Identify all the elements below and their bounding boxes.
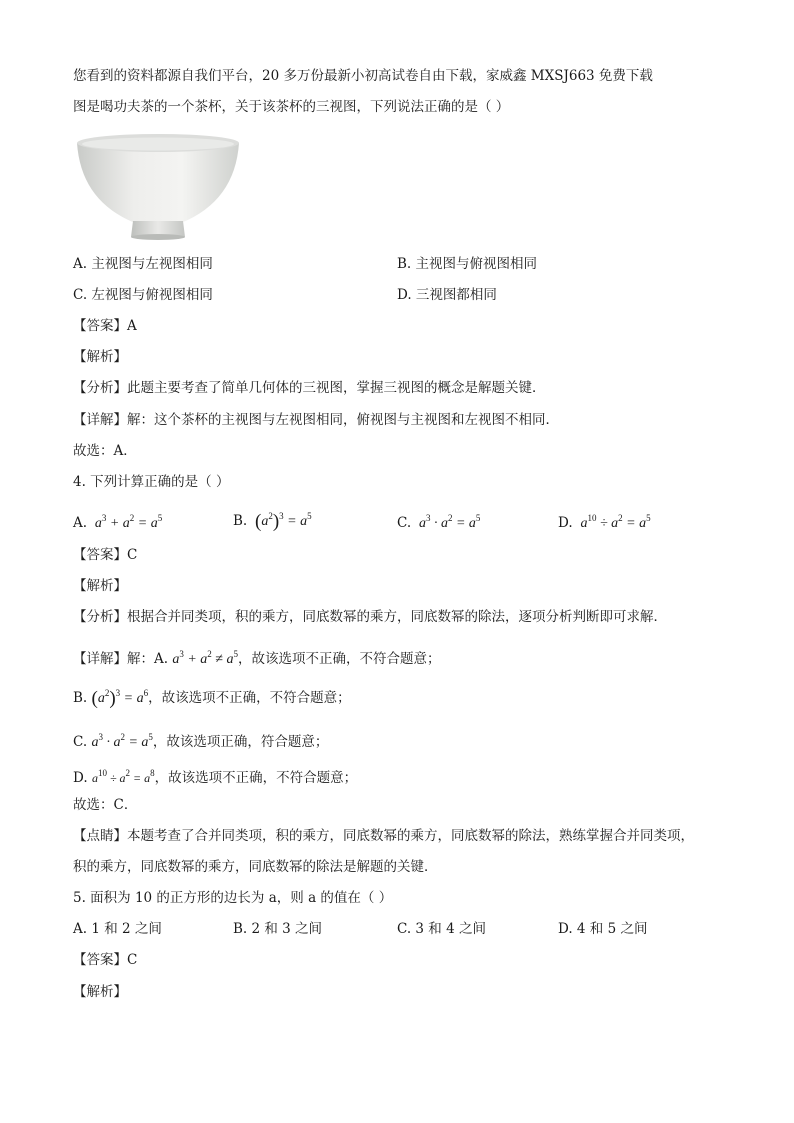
q3-stem: 图是喝功夫茶的一个茶杯，关于该茶杯的三视图，下列说法正确的是（ ）	[73, 99, 510, 115]
q5-option-a: A. 1 和 2 之间	[73, 921, 162, 937]
q4-fenxi	[73, 607, 667, 627]
formula: $(a^2)^3 = a^5$	[255, 511, 312, 532]
label-b: B.	[73, 690, 92, 706]
reason-c: ，故该选项正确，符合题意；	[152, 734, 329, 750]
reason-a: ，故该选项不正确，不符合题意；	[237, 651, 441, 667]
reason-d: ，故该选项不正确，不符合题意；	[154, 770, 358, 786]
formula: $a^{10} \div a^2 = a^5$	[576, 513, 651, 531]
q3-analysis-tag	[73, 347, 127, 367]
q3-xiangjie	[73, 410, 559, 430]
label-d: D.	[73, 770, 92, 786]
q4-xiangjie-d	[73, 763, 357, 788]
option-label: B.	[233, 513, 248, 529]
source-banner: 您看到的资料都源自我们平台，20 多万份最新小初高试卷自由下载，家威鑫 MXSJ663 免费下载	[73, 68, 653, 84]
formula: $a^{10} \div a^2 = a^8$	[91, 768, 155, 785]
formula: $a^3 + a^2 \ne a^5$	[172, 649, 238, 667]
q4-dianjing-2: 积的乘方，同底数幂的乘方，同底数幂的除法是解题的关键．	[73, 859, 438, 875]
q3-conclusion: 故选：A．	[73, 443, 137, 459]
q4-analysis-tag	[73, 576, 127, 596]
dianjing-text: 本题考查了合并同类项，积的乘方，同底数幂的乘方，同底数幂的除法，熟练掌握合并同类项，	[127, 828, 694, 844]
fenxi-text: 根据合并同类项，积的乘方，同底数幂的乘方，同底数幂的除法，逐项分析判断即可求解．	[127, 609, 667, 625]
q5-stem: 5. 面积为 10 的正方形的边长为 a，则 a 的值在（ ）	[73, 890, 393, 906]
fenxi-tag: 【分析】	[73, 609, 127, 625]
fenxi-tag: 【分析】	[73, 380, 127, 396]
tea-cup-image	[73, 131, 243, 246]
q5-option-c: C. 3 和 4 之间	[397, 921, 486, 937]
q3-option-c: C. 左视图与俯视图相同	[73, 287, 213, 303]
xiangjie-tag: 【详解】	[73, 412, 127, 428]
q4-xiangjie-b	[73, 683, 351, 709]
q4-option-a	[73, 508, 162, 534]
formula: $(a^2)^3 = a^6$	[91, 688, 149, 709]
q4-dianjing-1	[73, 826, 694, 846]
q5-option-d: D. 4 和 5 之间	[558, 921, 648, 937]
answer-value: C	[127, 952, 138, 968]
q5-answer	[73, 950, 137, 970]
xiangjie-tag: 【详解】	[73, 651, 127, 667]
q4-xiangjie-a	[73, 644, 440, 670]
formula: $a^3 \cdot a^2 = a^5$	[91, 732, 153, 750]
option-label: C.	[397, 515, 412, 531]
reason-b: ，故该选项不正确，不符合题意；	[148, 690, 351, 706]
q3-answer	[73, 316, 137, 336]
option-label: A.	[73, 515, 88, 531]
formula: $a^3 \cdot a^2 = a^5$	[415, 513, 481, 531]
option-label: D.	[558, 515, 573, 531]
q5-analysis-tag	[73, 982, 127, 1002]
q3-option-d: D. 三视图都相同	[397, 287, 497, 303]
xiangjie-prefix: 解：A.	[127, 651, 173, 667]
q4-conclusion: 故选：C．	[73, 797, 138, 813]
analysis-tag: 【解析】	[73, 349, 127, 365]
answer-tag: 【答案】	[73, 547, 127, 563]
answer-tag: 【答案】	[73, 318, 127, 334]
formula: $a^3 + a^2 = a^5$	[91, 513, 163, 531]
q4-option-b	[233, 506, 312, 532]
q4-option-c	[397, 508, 480, 534]
q5-option-b: B. 2 和 3 之间	[233, 921, 323, 937]
q3-option-b: B. 主视图与俯视图相同	[397, 256, 538, 272]
q4-option-d	[558, 508, 651, 534]
xiangjie-text: 解：这个茶杯的主视图与左视图相同，俯视图与主视图和左视图不相同．	[127, 412, 559, 428]
analysis-tag: 【解析】	[73, 984, 127, 1000]
q3-fenxi	[73, 378, 546, 398]
q4-xiangjie-c	[73, 727, 328, 753]
q4-stem: 4. 下列计算正确的是（ ）	[73, 474, 230, 490]
dianjing-tag: 【点睛】	[73, 828, 127, 844]
answer-tag: 【答案】	[73, 952, 127, 968]
q3-option-a: A. 主视图与左视图相同	[73, 256, 213, 272]
label-c: C.	[73, 734, 92, 750]
fenxi-text: 此题主要考查了简单几何体的三视图，掌握三视图的概念是解题关键．	[127, 380, 546, 396]
answer-value: C	[127, 547, 138, 563]
analysis-tag: 【解析】	[73, 578, 127, 594]
answer-value: A	[127, 318, 137, 334]
q4-answer	[73, 545, 137, 565]
tea-cup-icon	[73, 131, 243, 246]
